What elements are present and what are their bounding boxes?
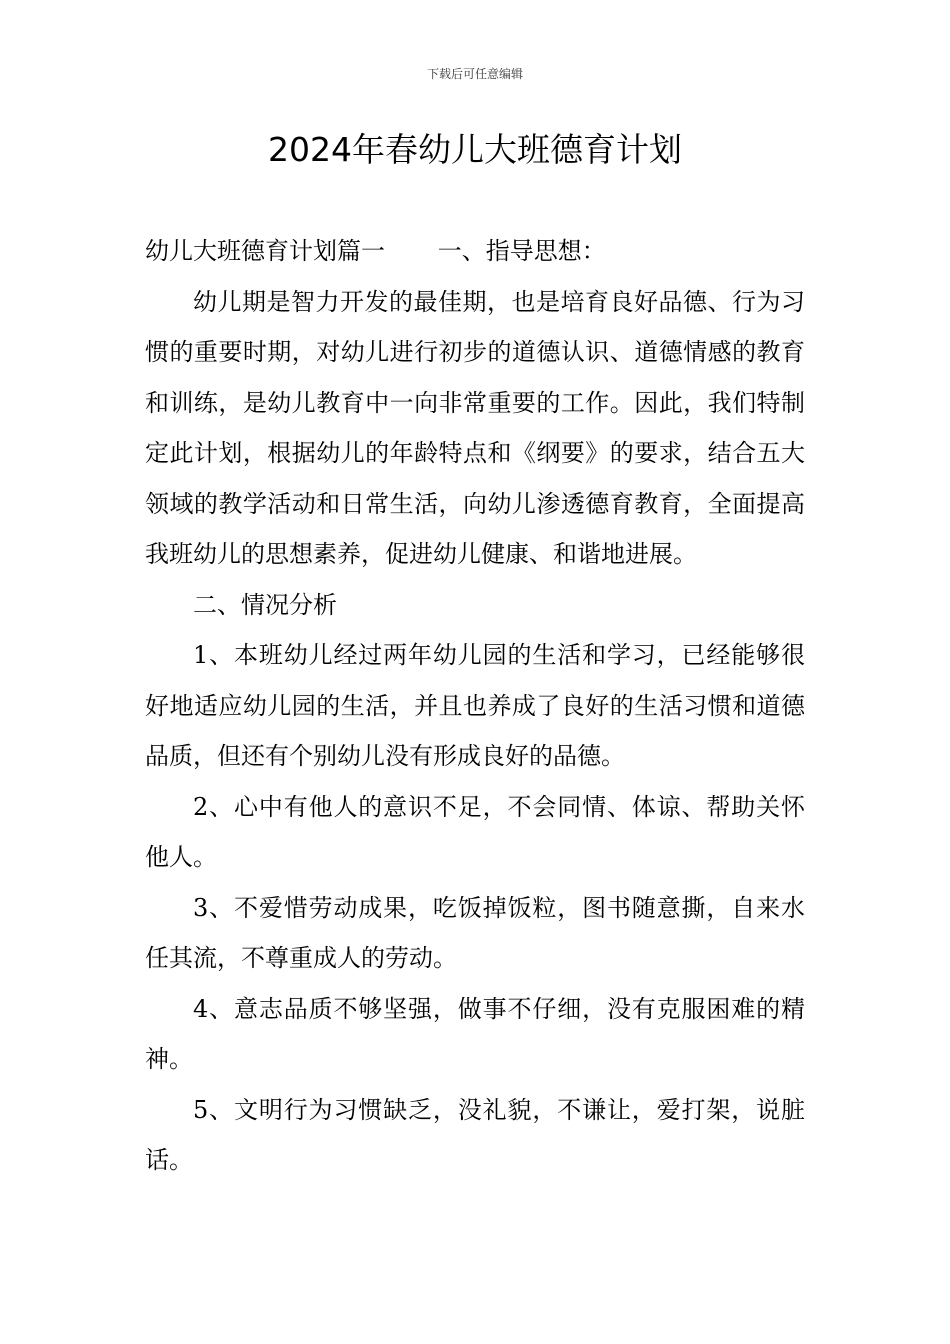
paragraph-guiding-thought: 幼儿期是智力开发的最佳期，也是培育良好品德、行为习惯的重要时期，对幼儿进行初步的道德认识、道德情感的教育和训练，是幼儿教育中一向非常重要的工作。因此，我们特制定此计划，根据幼儿的年龄特点和《纲要》的要求，结合五大领域的教学活动和日常生活，向幼儿渗透德育教育，全面提高我班幼儿的思想素养，促进幼儿健康、和谐地进展。 [145, 287, 805, 568]
list-item-1: 1、本班幼儿经过两年幼儿园的生活和学习，已经能够很好地适应幼儿园的生活，并且也养成了良好的生活习惯和道德品质，但还有个别幼儿没有形成良好的品德。 [145, 641, 805, 770]
intro-line [145, 226, 805, 277]
list-item-4: 4、意志品质不够坚强，做事不仔细，没有克服困难的精神。 [145, 994, 805, 1073]
list-item-5: 5、文明行为习惯缺乏，没礼貌，不谦让，爱打架，说脏话。 [145, 1095, 805, 1174]
section-heading-situation-analysis: 二、情况分析 [193, 590, 337, 619]
document-body [145, 226, 805, 1186]
document-title: 2024年春幼儿大班德育计划 [268, 130, 682, 169]
list-item-2: 2、心中有他人的意识不足，不会同情、体谅、帮助关怀他人。 [145, 792, 805, 871]
section-heading-guiding-thought: 一、指导思想： [437, 237, 606, 265]
list-item-3: 3、不爱惜劳动成果，吃饭掉饭粒，图书随意撕，自来水任其流，不尊重成人的劳动。 [145, 893, 805, 972]
section-label: 幼儿大班德育计划篇一 [145, 237, 385, 265]
header-note: 下载后可任意编辑 [426, 67, 523, 81]
